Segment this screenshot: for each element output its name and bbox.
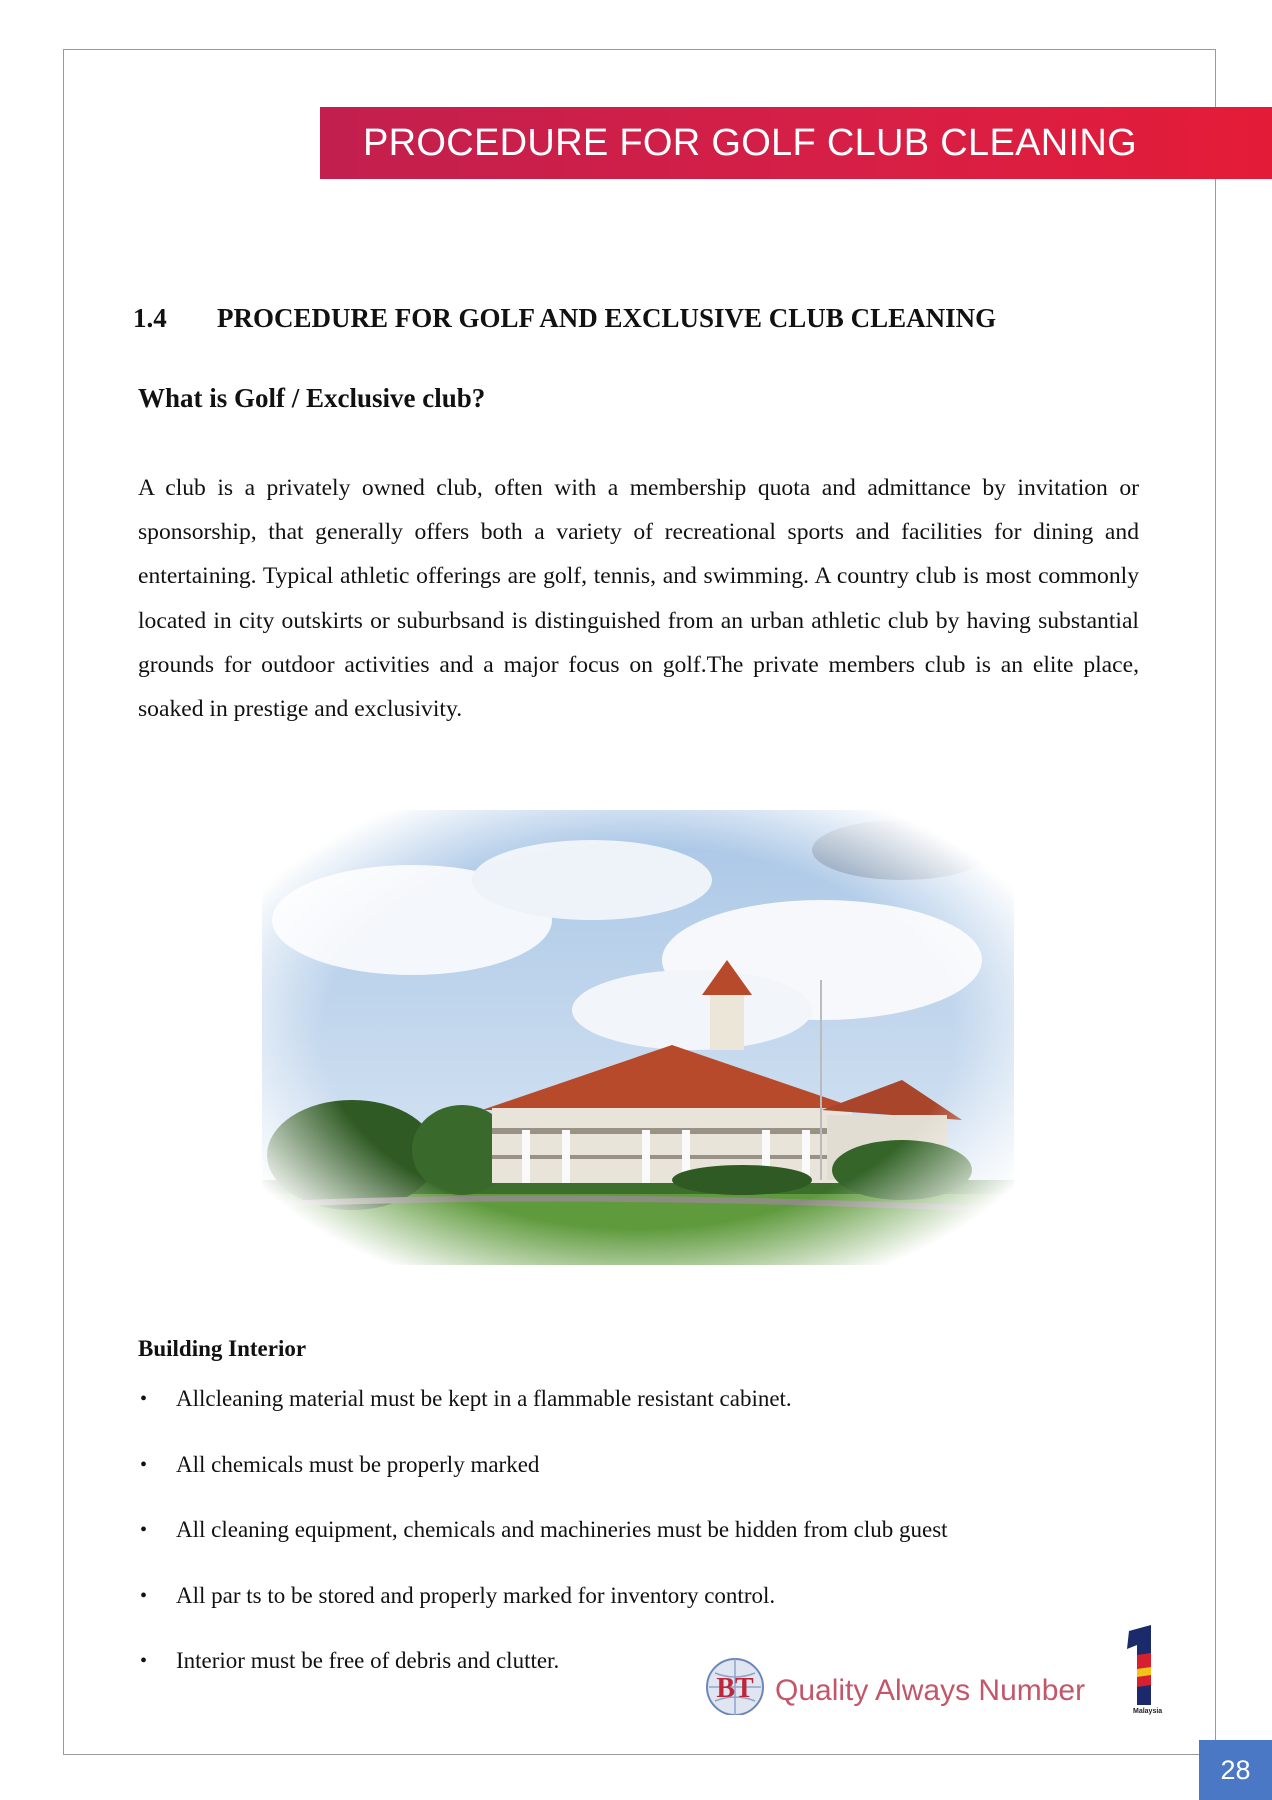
list-item-text: All chemicals must be properly marked <box>176 1451 540 1477</box>
section-number: 1.4 <box>133 303 167 333</box>
bullet-icon: • <box>140 1453 148 1476</box>
list-item-text: All cleaning equipment, chemicals and machineries must be hidden from club guest <box>176 1517 948 1542</box>
company-logo <box>703 1625 1173 1715</box>
bullet-icon: • <box>140 1519 148 1541</box>
logo-text: Quality Always Number <box>775 1674 1086 1707</box>
logo-mark: BT <box>716 1673 754 1704</box>
bullet-icon: • <box>140 1388 148 1410</box>
building-interior-heading: Building Interior <box>138 1336 307 1361</box>
list-item <box>138 1515 948 1581</box>
body-paragraph: A club is a privately owned club, often with a membership quota and admittance by invitation or sponsorship, that generally offers both a variety of recreational sports and facilities for dining and entertaining. Typical athletic offerings are golf, tennis, and swimming. A country club is most commonly located in city outskirts or suburbsand is distinguished from an urban athletic club by having substantial grounds for outdoor activities and a major focus on golf.The private members club is an elite place, soaked in prestige and exclusivity. <box>138 475 1139 723</box>
banner-title: PROCEDURE FOR GOLF CLUB CLEANING <box>363 121 1137 164</box>
list-item-text: Allcleaning material must be kept in a flammable resistant cabinet. <box>176 1386 792 1411</box>
list-item-text: All par ts to be stored and properly marked for inventory control. <box>176 1582 776 1608</box>
clubhouse-photo <box>262 810 1014 1265</box>
section-title: PROCEDURE FOR GOLF AND EXCLUSIVE CLUB CLEANING <box>217 303 997 333</box>
header-banner <box>320 107 1272 179</box>
bullet-icon: • <box>140 1584 148 1607</box>
logo-sub: Malaysia <box>1133 1708 1163 1715</box>
bullet-icon: • <box>140 1650 148 1672</box>
list-item <box>138 1384 948 1450</box>
question-heading: What is Golf / Exclusive club? <box>138 383 486 413</box>
page-number-badge <box>1199 1740 1272 1800</box>
list-item-text: Interior must be free of debris and clutter. <box>176 1648 560 1673</box>
section-heading <box>133 303 996 334</box>
list-item <box>138 1450 948 1516</box>
page-number: 28 <box>1220 1754 1251 1785</box>
